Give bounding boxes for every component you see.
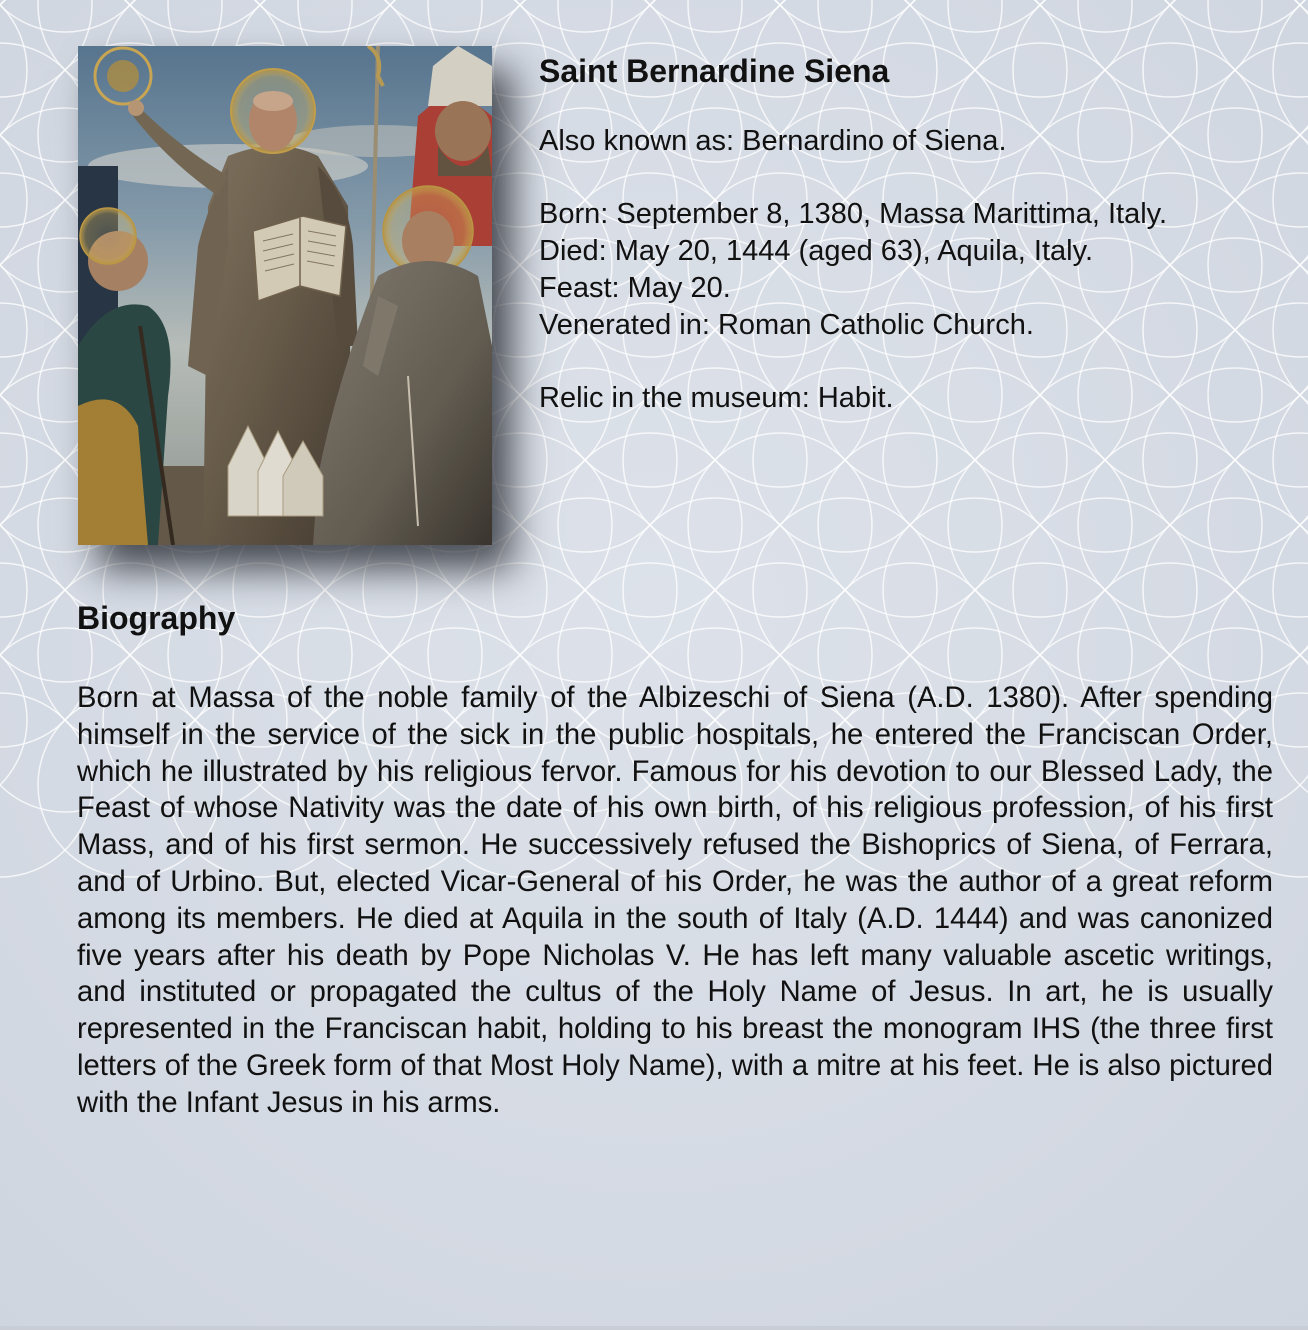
saint-portrait-painting — [78, 46, 492, 545]
relic-info: Relic in the museum: Habit. — [539, 382, 894, 414]
born-info: Born: September 8, 1380, Massa Marittima, Italy. — [539, 198, 1168, 230]
also-known-as: Also known as: Bernardino of Siena. — [539, 125, 1007, 157]
biography-heading: Biography — [77, 600, 236, 636]
saint-info — [539, 52, 1279, 417]
feast-info: Feast: May 20. — [539, 272, 731, 304]
saint-name: Saint Bernardine Siena — [539, 53, 890, 89]
biography-text: Born at Massa of the noble family of the Albizeschi of Siena (A.D. 1380). After spending himself in the service of the sick in the public hospitals, he entered the Franciscan Order, which he illustrated by his religious fervor. Famous for his devotion to our Blessed Lady, the Feast of whose Nativity was the date of his own birth, of his religious profession, of his first Mass, and of his first sermon. He successively refused the Bishoprics of Siena, of Ferrara, and of Urbino. But, elected Vicar-General of his Order, he was the author of a great reform among its members. He died at Aquila in the south of Italy (A.D. 1444) and was canonized five years after his death by Pope Nicholas V. He has left many valuable ascetic writings, and instituted or propagated the cultus of the Holy Name of Jesus. In art, he is usually represented in the Franciscan habit, holding to his breast the monogram IHS (the three first letters of the Greek form of that Most Holy Name), with a mitre at his feet. He is also pictured with the Infant Jesus in his arms. — [77, 682, 1273, 1119]
venerated-info: Venerated in: Roman Catholic Church. — [539, 309, 1034, 341]
died-info: Died: May 20, 1444 (aged 63), Aquila, Italy. — [539, 235, 1094, 267]
